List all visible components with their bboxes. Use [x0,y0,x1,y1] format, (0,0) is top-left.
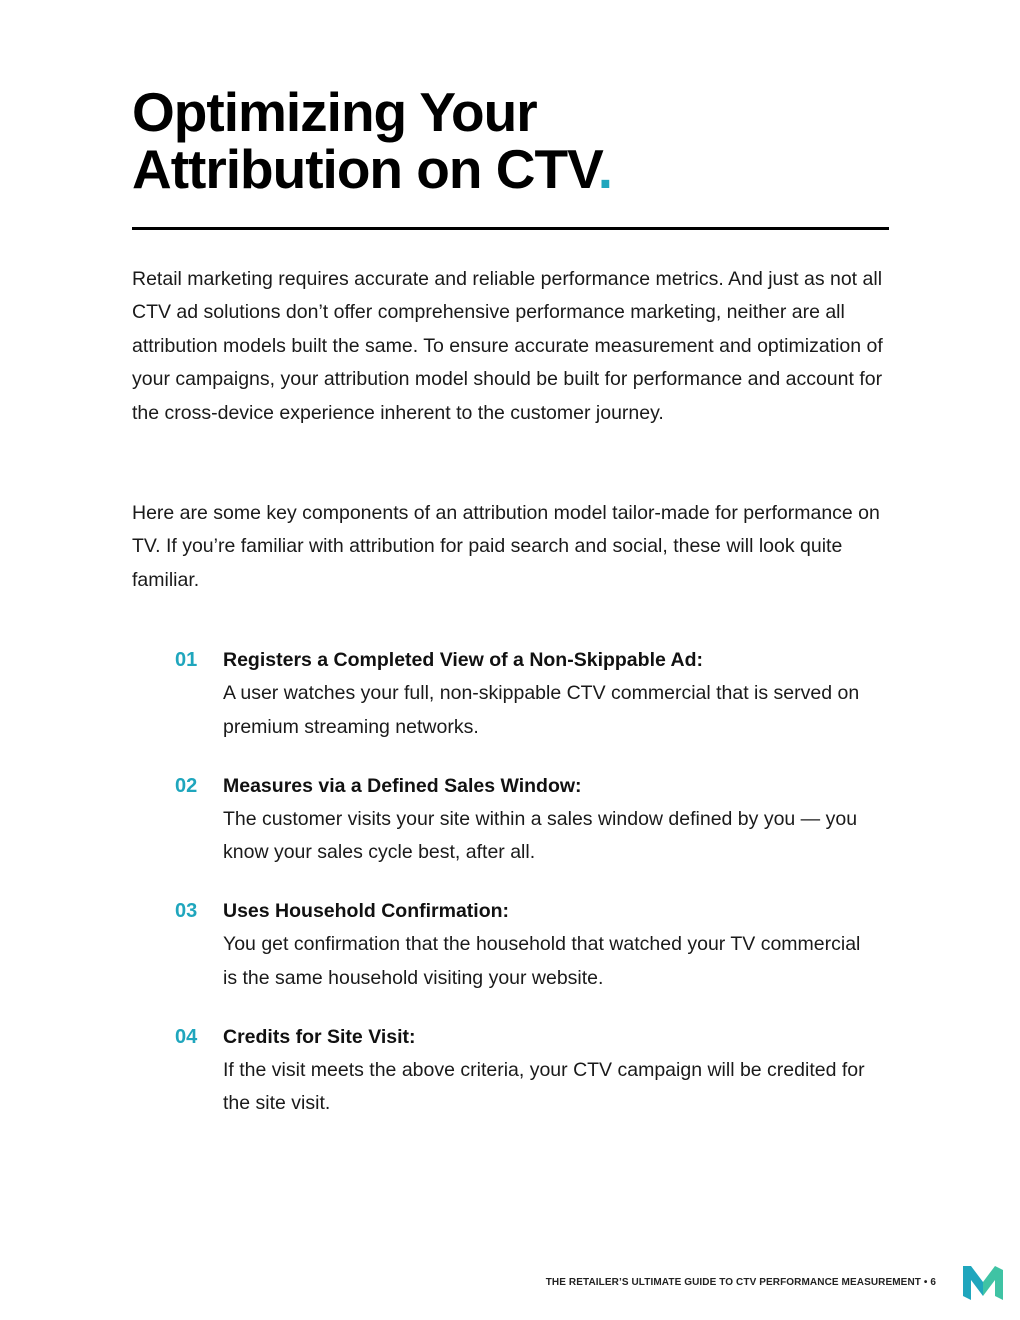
title-divider [132,227,889,230]
logo-left-shape [963,1266,983,1300]
list-item [175,644,875,770]
step-text: You get confirmation that the household that watched your TV commercial is the same household visiting your website. [223,933,861,989]
list-item [175,770,875,896]
logo-right-shape [983,1266,1003,1300]
step-heading: Registers a Completed View of a Non-Skippable Ad: [223,649,704,671]
step-text: The customer visits your site within a sales window defined by you — you know your sales cycle best, after all. [223,807,858,864]
step-body [223,644,873,744]
step-heading: Credits for Site Visit: [223,1025,416,1048]
step-number: 02 [175,774,198,797]
step-heading: Measures via a Defined Sales Window: [223,774,582,797]
step-body [223,770,873,870]
step-text: If the visit meets the above criteria, your CTV campaign will be credited for the site visit. [223,1058,865,1115]
step-body [223,895,873,995]
step-number: 01 [175,649,198,671]
steps-list [175,644,875,1146]
title-line-2: Attribution on CTV [132,138,598,200]
step-text: A user watches your full, non-skippable CTV commercial that is served on premium streaming networks. [223,682,860,738]
brand-m-logo-icon [963,1266,1003,1300]
step-number: 04 [175,1025,198,1048]
title-accent-dot: . [597,138,613,200]
title-line-1: Optimizing Your [132,81,537,143]
page-title [132,81,892,200]
intro-paragraph-2: Here are some key components of an attribution model tailor-made for performance on TV. If you’re familiar with attribution for paid search and social, these will look quite familiar. [132,502,880,591]
step-heading: Uses Household Confirmation: [223,900,510,922]
page-footer: THE RETAILER’S ULTIMATE GUIDE TO CTV PERFORMANCE MEASUREMENT • 6 [545,1277,936,1288]
list-item [175,1021,875,1147]
list-item [175,895,875,1021]
step-body [223,1021,873,1121]
step-number: 03 [175,900,198,922]
intro-paragraph-1: Retail marketing requires accurate and reliable performance metrics. And just as not all CTV ad solutions don’t offer comprehensive performance marketing, neither are all attribution models built the same. To ensure accurate measurement and optimization of your campaigns, your attribution model should be built for performance and account for the cross-device experience inherent to the customer journey. [132,268,883,424]
